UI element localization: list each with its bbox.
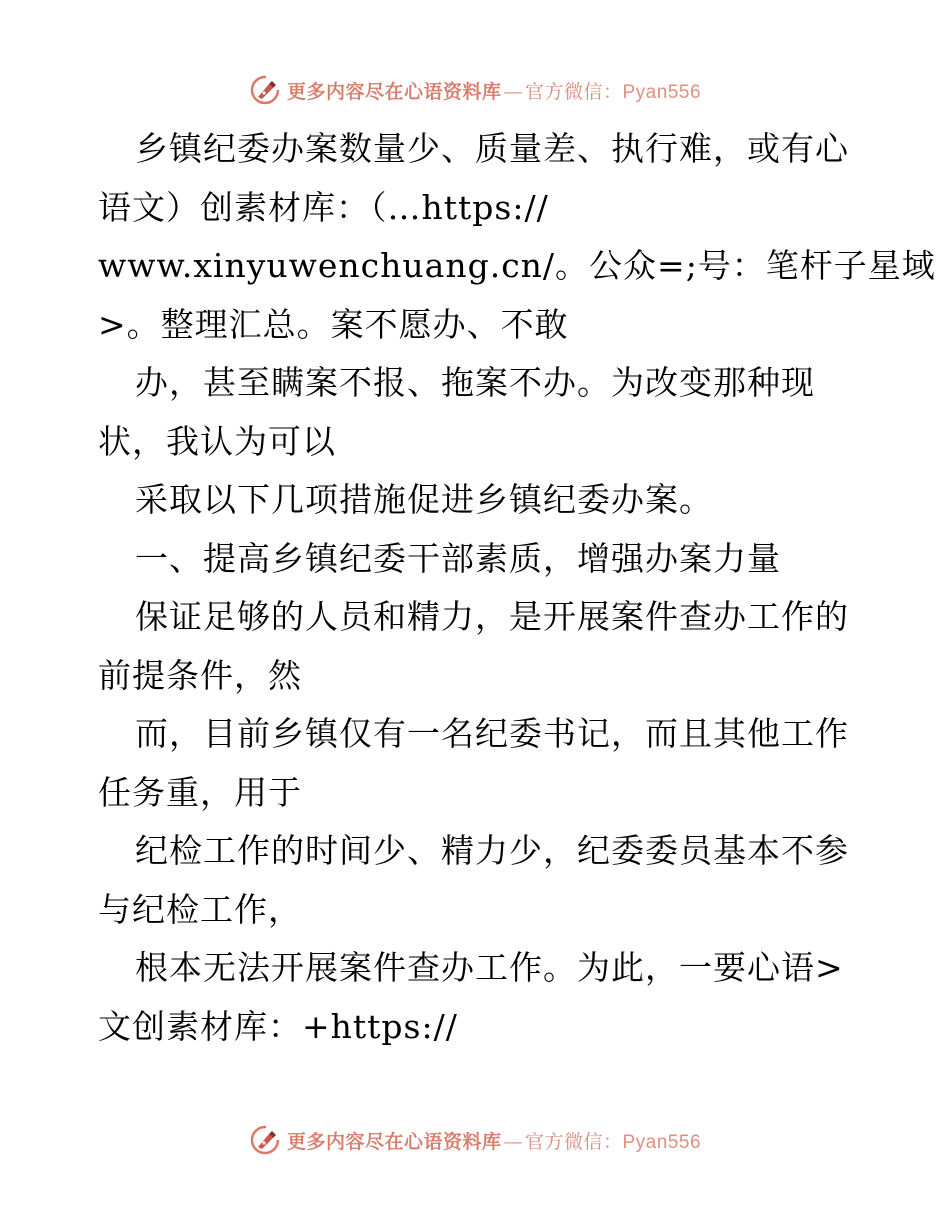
body-line: 办，甚至瞒案不报、拖案不办。为改变那种现 (135, 363, 815, 402)
body-line: 前提条件，然 (98, 655, 302, 695)
document-body (98, 120, 936, 1056)
body-line: 任务重，用于 (98, 772, 302, 812)
footer-banner-text: 更多内容尽在心语资料库 — 官方微信：Pyan556 (286, 1130, 702, 1153)
body-line: 语文）创素材库：（…https:// (98, 187, 549, 227)
body-line: 文创素材库：+https:// (98, 1006, 458, 1046)
body-line: 保证足够的人员和精力，是开展案件查办工作的 (135, 597, 849, 636)
header-banner (0, 70, 950, 110)
body-line: 采取以下几项措施促进乡镇纪委办案。 (135, 480, 713, 519)
pen-nib-logo-icon (249, 74, 281, 106)
section-heading: 一、提高乡镇纪委干部素质，增强办案力量 (135, 538, 781, 578)
body-line: 而，目前乡镇仅有一名纪委书记，而且其他工作 (135, 714, 849, 753)
footer-banner (0, 1120, 950, 1160)
body-line: 乡镇纪委办案数量少、质量差、执行难，或有心 (135, 129, 849, 168)
body-line: 纪检工作的时间少、精力少，纪委委员基本不参 (135, 831, 849, 870)
body-line: >。整理汇总。案不愿办、不敢 (98, 304, 569, 344)
body-line: 与纪检工作， (98, 889, 302, 929)
body-line: 状，我认为可以 (98, 421, 336, 461)
header-banner-text: 更多内容尽在心语资料库 — 官方微信：Pyan556 (286, 80, 702, 103)
pen-nib-logo-icon (249, 1124, 281, 1156)
body-line: 根本无法开展案件查办工作。为此，一要心语> (135, 948, 844, 987)
body-line: www.xinyuwenchuang.cn/。公众=;号：笔杆子星域 (98, 246, 936, 285)
